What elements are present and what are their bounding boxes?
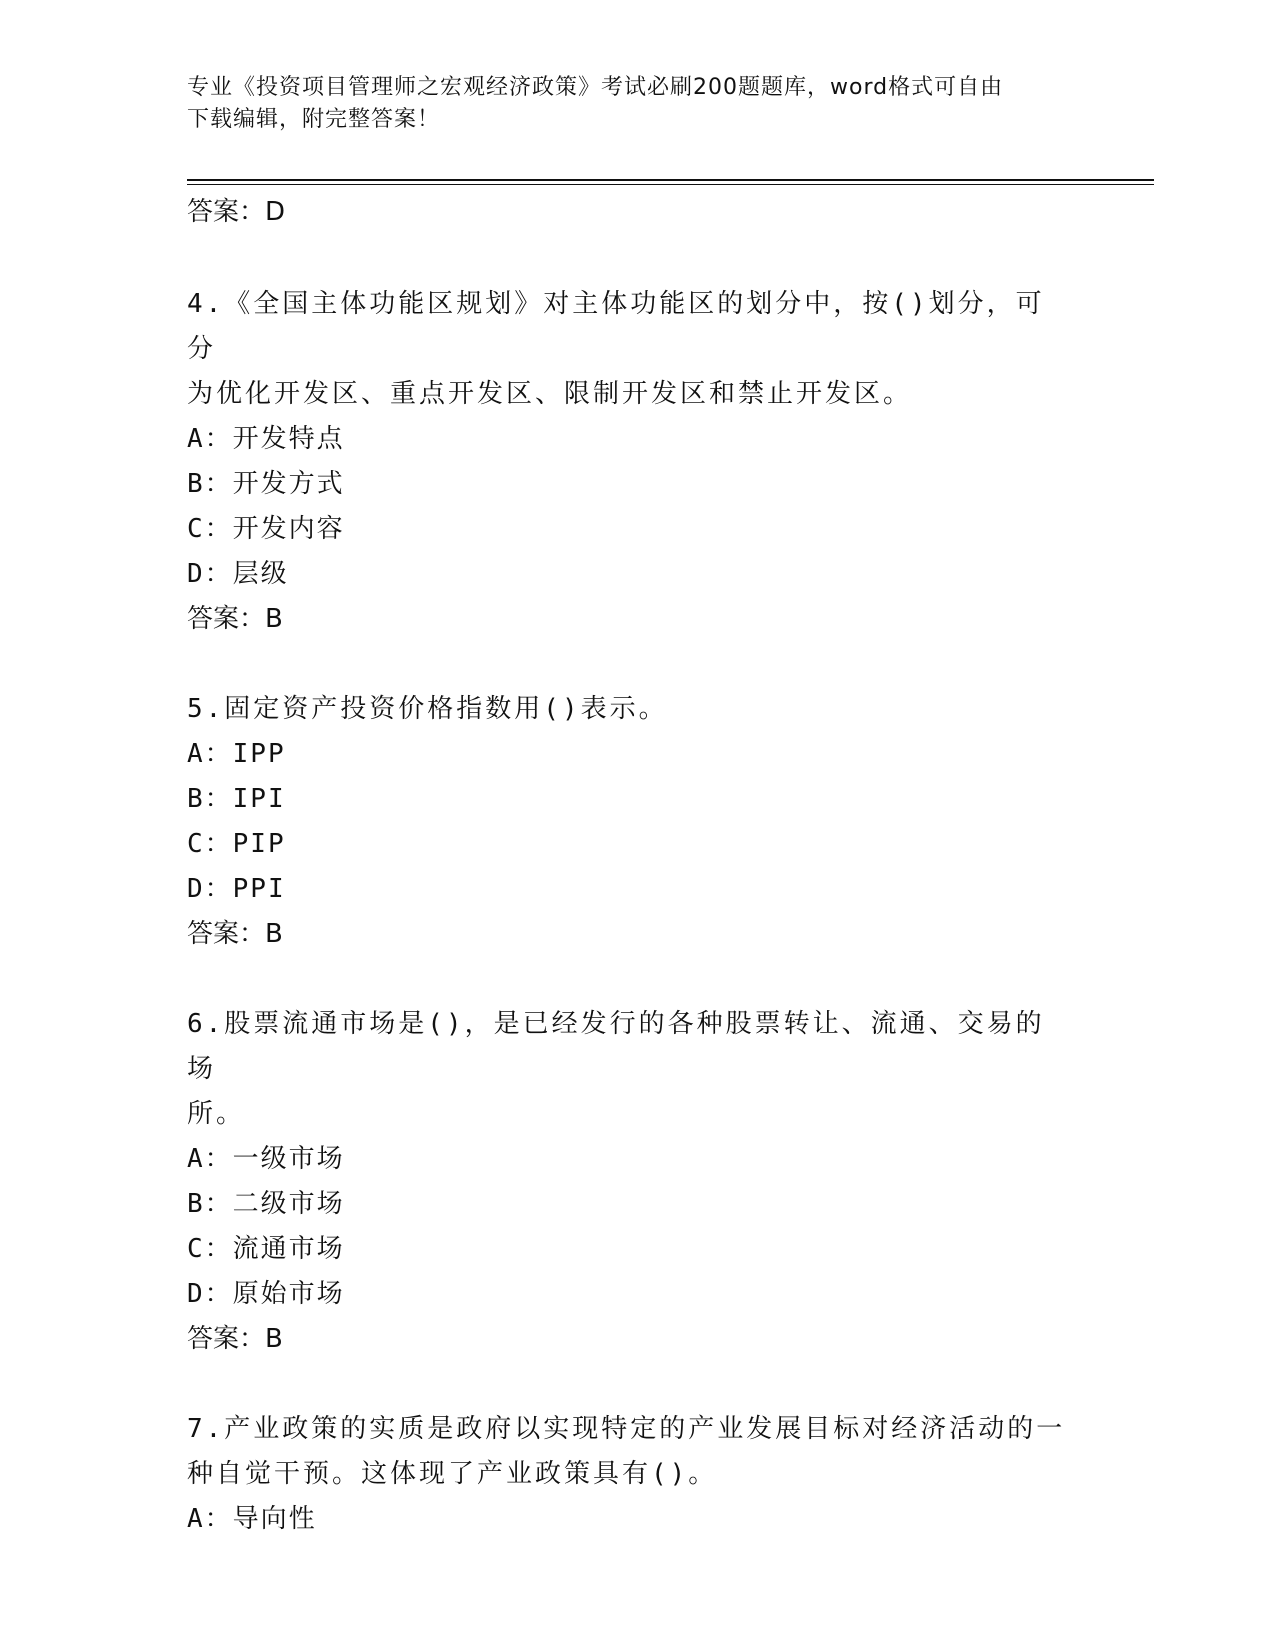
question-stem: [187, 1002, 1067, 1137]
question-stem-line: 4.《全国主体功能区规划》对主体功能区的划分中，按()划分，可分: [187, 289, 1045, 364]
option-d: D：层级: [187, 559, 289, 589]
question-item: [187, 1407, 1067, 1542]
option-a: A：IPP: [187, 739, 286, 769]
option-b: B：二级市场: [187, 1189, 345, 1219]
question-stem-line: 7.产业政策的实质是政府以实现特定的产业发展目标对经济活动的一: [187, 1414, 1066, 1444]
option-d: D：原始市场: [187, 1279, 345, 1309]
question-item: [187, 1002, 1067, 1357]
question-stem-line: 6.股票流通市场是()，是已经发行的各种股票转让、流通、交易的场: [187, 1009, 1045, 1084]
question-list: [187, 190, 1067, 1542]
question-item: [187, 282, 1067, 637]
option-d: D：PPI: [187, 874, 286, 904]
option-b: B：开发方式: [187, 469, 345, 499]
question-stem-line: 所。: [187, 1099, 246, 1129]
question-stem-line: 为优化开发区、重点开发区、限制开发区和禁止开发区。: [187, 379, 913, 409]
option-c: C：PIP: [187, 829, 286, 859]
question-item: [187, 687, 1067, 952]
question-stem-line: 种自觉干预。这体现了产业政策具有()。: [187, 1459, 718, 1489]
option-c: C：流通市场: [187, 1234, 345, 1264]
header-line-1: 专业《投资项目管理师之宏观经济政策》考试必刷200题题库，word格式可自由: [187, 75, 1004, 100]
option-b: B：IPI: [187, 784, 286, 814]
header-line-2: 下载编辑，附完整答案！: [187, 107, 441, 132]
answer-label: 答案：D: [187, 197, 286, 227]
document-header: [187, 72, 1067, 136]
question-stem: [187, 1407, 1067, 1497]
answer-label: 答案：B: [187, 1324, 283, 1354]
option-c: C：开发内容: [187, 514, 345, 544]
option-a: A：导向性: [187, 1504, 317, 1534]
answer-label: 答案：B: [187, 604, 283, 634]
option-a: A：开发特点: [187, 424, 345, 454]
answer-label: 答案：B: [187, 919, 283, 949]
question-stem: [187, 282, 1067, 417]
question-stem-line: 5.固定资产投资价格指数用()表示。: [187, 694, 668, 724]
header-divider: [187, 179, 1154, 185]
option-a: A：一级市场: [187, 1144, 345, 1174]
question-stem: [187, 687, 1067, 732]
